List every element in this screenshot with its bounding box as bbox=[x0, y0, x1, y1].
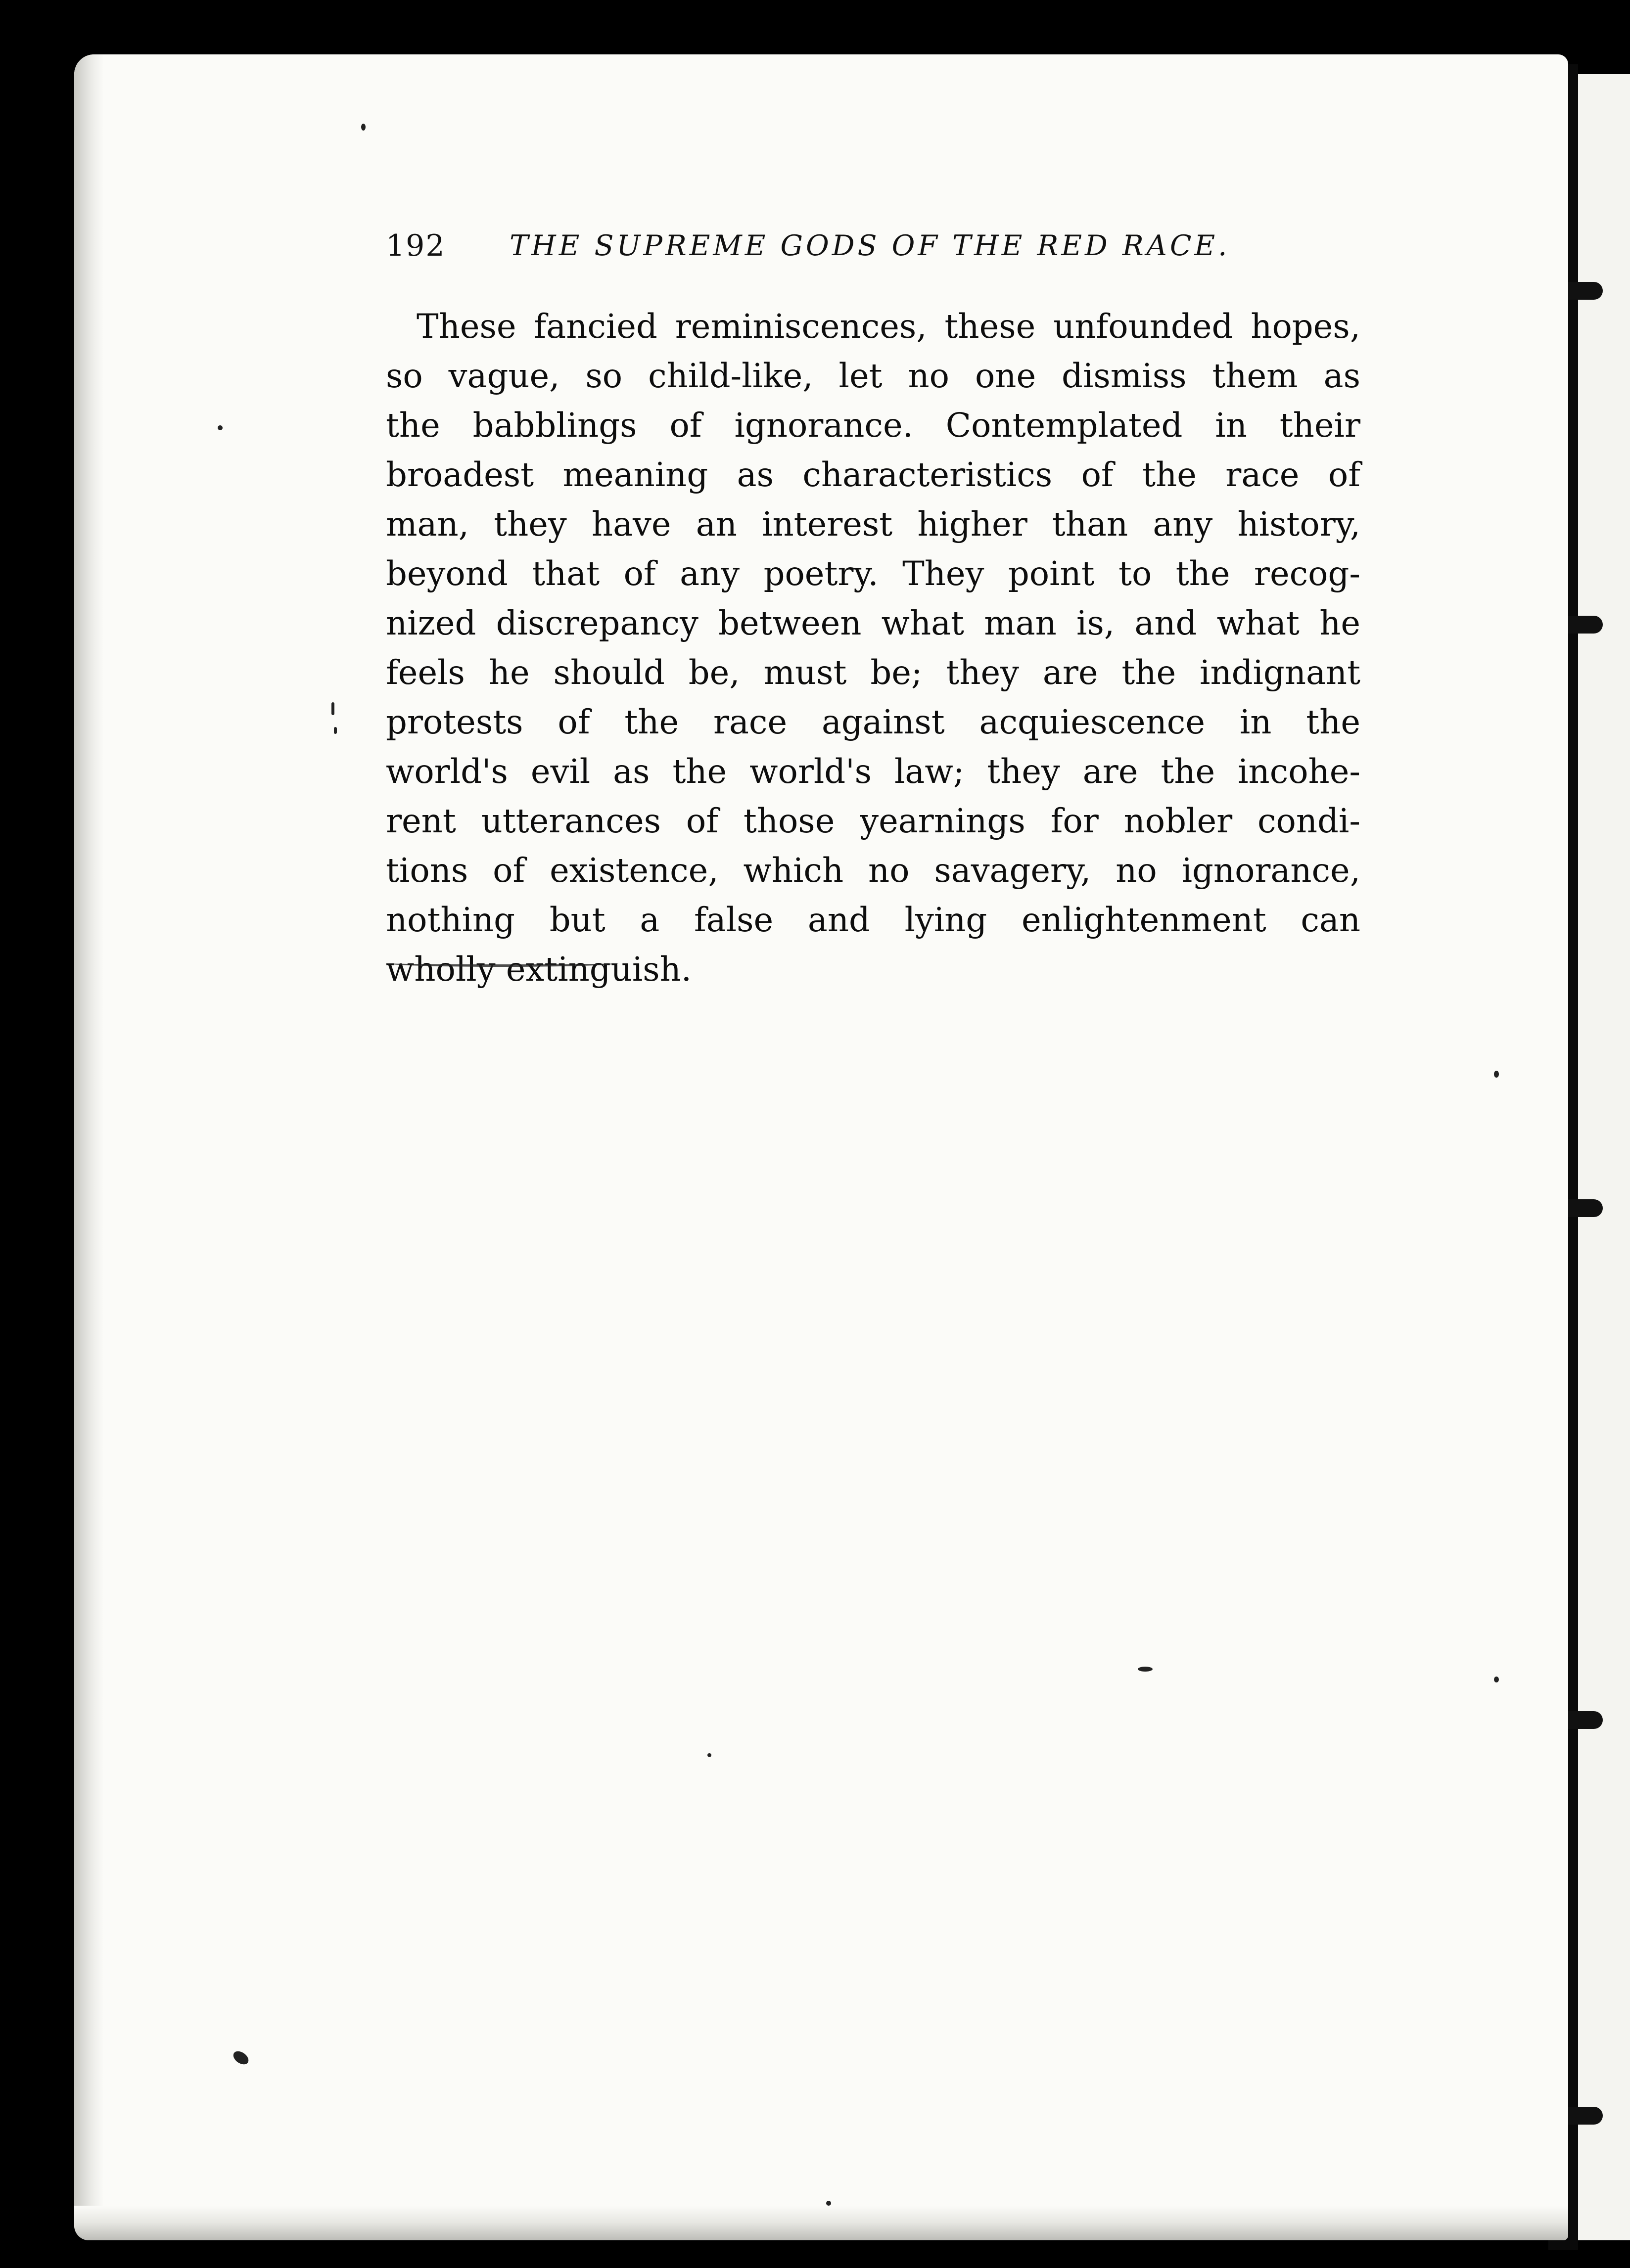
scan-speck bbox=[1138, 1667, 1153, 1672]
text-line: wholly extinguish. bbox=[386, 950, 692, 989]
page-bottom-edge-shading bbox=[74, 2206, 1568, 2240]
scan-speck bbox=[826, 2201, 831, 2206]
margin-mark bbox=[331, 702, 334, 715]
text-line: nized discrepancy between what man is, and what he bbox=[386, 604, 1360, 642]
scan-speck bbox=[1494, 1071, 1499, 1078]
text-line: rent utterances of those yearnings for nobler condi- bbox=[386, 802, 1360, 840]
pencil-underline-mark bbox=[386, 959, 618, 967]
text-line: beyond that of any poetry. They point to the recog- bbox=[386, 554, 1360, 593]
text-line: so vague, so child-like, let no one dismiss them as bbox=[386, 357, 1360, 395]
scan-speck bbox=[361, 124, 366, 131]
page-left-edge-shading bbox=[74, 54, 104, 2240]
text-line: protests of the race against acquiescence in the bbox=[386, 703, 1360, 741]
scan-speck bbox=[218, 425, 223, 430]
running-head bbox=[386, 224, 1355, 268]
scan-speck bbox=[1494, 1677, 1499, 1682]
text-line: man, they have an interest higher than any history, bbox=[386, 505, 1360, 544]
text-line: broadest meaning as characteristics of the race of bbox=[386, 455, 1360, 494]
text-line: world's evil as the world's law; they are the incohe- bbox=[386, 752, 1360, 791]
text-line: feels he should be, must be; they are the indignant bbox=[386, 653, 1360, 692]
page-number: 192 bbox=[386, 228, 446, 263]
running-head-title: THE SUPREME GODS OF THE RED RACE. bbox=[510, 229, 1230, 262]
text-line: nothing but a false and lying enlightenment can bbox=[386, 901, 1360, 939]
text-line: tions of existence, which no savagery, no ignorance, bbox=[386, 851, 1360, 890]
adjacent-page-edge bbox=[1578, 74, 1630, 2240]
body-paragraph bbox=[386, 302, 1360, 994]
text-line: These fancied reminiscences, these unfounded hopes, bbox=[417, 307, 1360, 346]
margin-mark bbox=[334, 727, 337, 734]
scan-speck bbox=[707, 1753, 711, 1757]
text-line: the babblings of ignorance. Contemplated in their bbox=[386, 406, 1360, 445]
